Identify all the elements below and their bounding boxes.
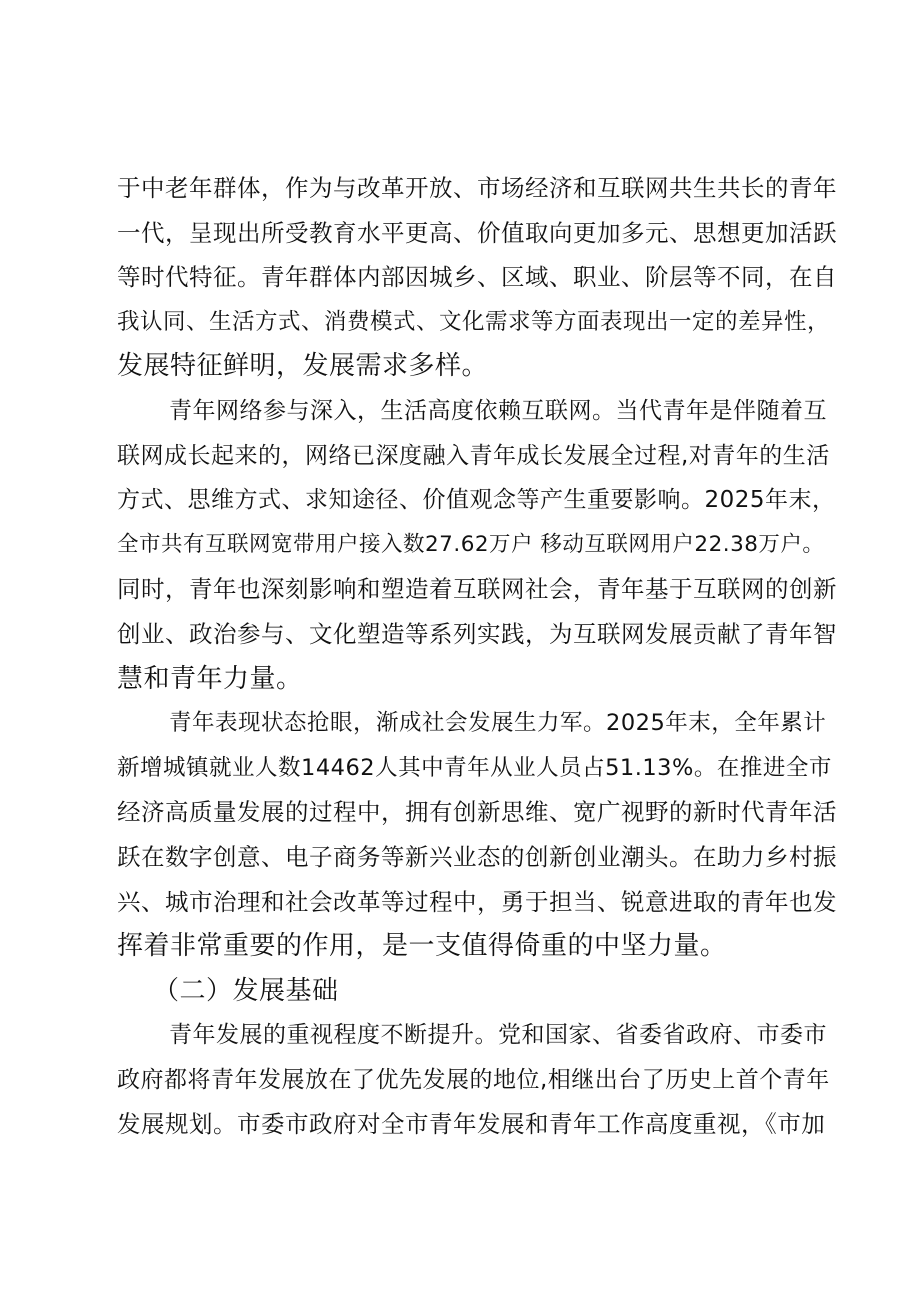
section-heading [117, 969, 837, 1014]
text-line: 挥着非常重要的作用，是一支值得倚重的中坚力量。 [117, 931, 727, 962]
text-line: 同时，青年也深刻影响和塑造着互联网社会，青年基于互联网的创新 [117, 575, 837, 604]
text-line: 政府都将青年发展放在了优先发展的地位,相继出台了历史上首个青年 [117, 1066, 830, 1093]
heading-line: （二）发展基础 [153, 975, 339, 1006]
paragraph-1 [117, 166, 837, 389]
text-line: 等时代特征。青年群体内部因城乡、区域、职业、阶层等不同，在自 [117, 263, 837, 292]
text-line: 联网成长起来的，网络已深度融入青年成长发展全过程,对青年的生活 [117, 442, 830, 469]
text-line: 一代，呈现出所受教育水平更高、价值取向更加多元、思想更加活跃 [117, 218, 837, 247]
text-line: 新增城镇就业人数14462人其中青年从业人员占51.13%。在推进全市 [117, 754, 832, 781]
text-line: 跃在数字创意、电子商务等新兴业态的创新创业潮头。在助力乡村振 [117, 842, 837, 871]
text-line: 发展规划。市委市政府对全市青年发展和青年工作高度重视，《市加 [117, 1110, 826, 1139]
text-line: 发展特征鲜明，发展需求多样。 [117, 351, 489, 382]
paragraph-2 [117, 389, 837, 701]
text-line: 慧和青年力量。 [117, 663, 303, 694]
text-line: 我认同、生活方式、消费模式、文化需求等方面表现出一定的差异性， [117, 308, 831, 335]
text-line: 青年表现状态抢眼，渐成社会发展生力军。2025年末，全年累计 [169, 710, 827, 737]
text-line: 方式、思维方式、求知途径、价值观念等产生重要影响。2025年末， [117, 487, 836, 514]
text-line: 全市共有互联网宽带用户接入数27.62万户 移动互联网用户22.38万户。 [117, 531, 825, 557]
text-line: 兴、城市治理和社会改革等过程中，勇于担当、锐意进取的青年也发 [117, 887, 837, 916]
paragraph-3 [117, 701, 837, 969]
text-line: 经济高质量发展的过程中，拥有创新思维、宽广视野的新时代青年活 [117, 798, 837, 827]
text-line: 于中老年群体，作为与改革开放、市场经济和互联网共生共长的青年 [117, 174, 837, 202]
paragraph-4 [117, 1013, 837, 1147]
document-body [117, 166, 837, 1147]
text-line: 青年发展的重视程度不断提升。党和国家、省委省政府、市委市 [169, 1022, 827, 1049]
text-line: 青年网络参与深入，生活高度依赖互联网。当代青年是伴随着互 [169, 397, 827, 424]
text-line: 创业、政治参与、文化塑造等系列实践，为互联网发展贡献了青年智 [117, 619, 837, 648]
